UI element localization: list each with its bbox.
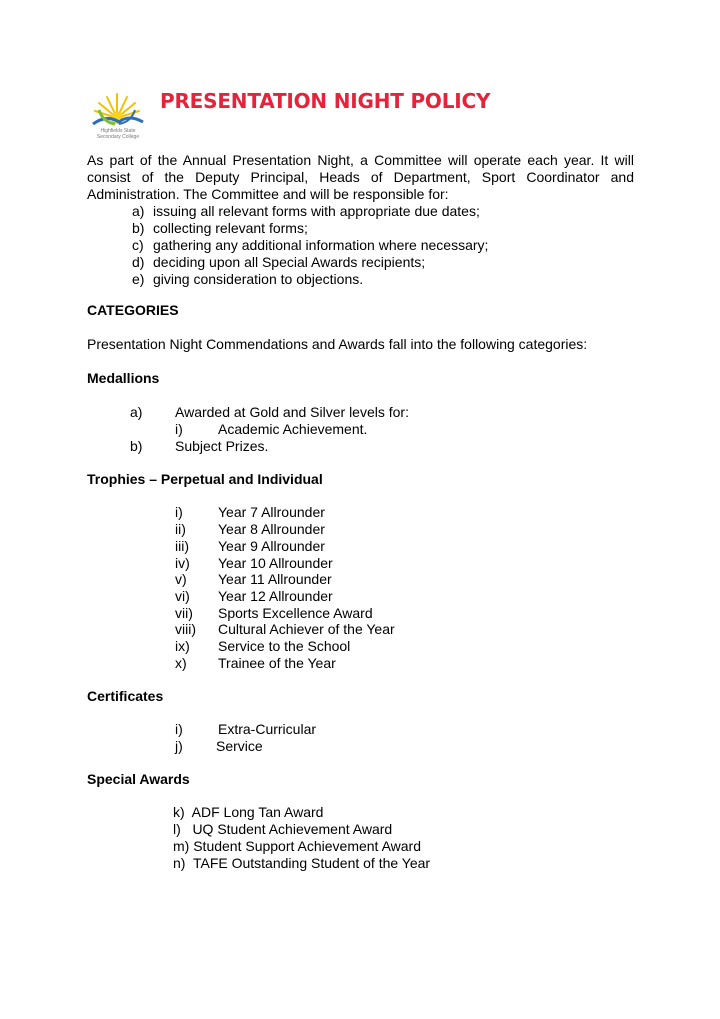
list-item: k) ADF Long Tan Award [173, 804, 324, 820]
list-marker: ix) [175, 638, 190, 654]
list-item: Year 7 Allrounder [218, 504, 325, 520]
list-marker: iv) [175, 555, 190, 571]
list-item: c) gathering any additional information where necessary; [132, 237, 489, 253]
list-item: Academic Achievement. [218, 421, 368, 437]
list-marker: vii) [175, 605, 193, 621]
certificates-heading: Certificates [87, 688, 164, 704]
list-marker: i) [175, 421, 183, 437]
list-marker: i) [175, 504, 183, 520]
special-awards-heading: Special Awards [87, 771, 190, 787]
list-item: Cultural Achiever of the Year [218, 621, 395, 637]
list-marker: a) [130, 404, 143, 420]
list-item: l) UQ Student Achievement Award [173, 821, 393, 837]
list-marker: v) [175, 571, 187, 587]
list-item: b) collecting relevant forms; [132, 220, 308, 236]
list-item: n) TAFE Outstanding Student of the Year [173, 855, 431, 871]
school-logo-icon [85, 88, 150, 150]
list-item: e) giving consideration to objections. [132, 271, 364, 287]
trophies-heading: Trophies – Perpetual and Individual [87, 471, 323, 487]
list-marker: x) [175, 655, 187, 671]
list-item: Service to the School [218, 638, 351, 654]
medallions-heading: Medallions [87, 370, 160, 386]
responsibilities-list [132, 203, 488, 288]
list-item: Service [216, 738, 263, 754]
page-title: PRESENTATION NIGHT POLICY [160, 89, 491, 113]
list-item: Year 11 Allrounder [218, 571, 332, 587]
list-item: Year 10 Allrounder [218, 555, 333, 571]
list-item: Sports Excellence Award [218, 605, 373, 621]
list-marker: viii) [175, 621, 196, 637]
list-item: m) Student Support Achievement Award [173, 838, 421, 854]
list-item: a) issuing all relevant forms with appropriate due dates; [132, 203, 480, 219]
intro-paragraph: As part of the Annual Presentation Night, a Committee will operate each year. It will consist of the Deputy Principal, Heads of Department, Sport Coordinator and Administration. The Committee and will be responsible for: [87, 152, 634, 202]
list-marker: i) [175, 721, 183, 737]
list-marker: ii) [175, 521, 186, 537]
list-marker: b) [130, 438, 143, 454]
logo-caption: Highfields State Secondary College [96, 128, 140, 140]
list-item: Extra-Curricular [218, 721, 317, 737]
list-item: Awarded at Gold and Silver levels for: [175, 404, 409, 420]
categories-intro: Presentation Night Commendations and Awards fall into the following categories: [87, 336, 588, 352]
categories-heading: CATEGORIES [87, 302, 179, 318]
list-marker: j) [175, 738, 183, 754]
list-item: Subject Prizes. [175, 438, 269, 454]
list-marker: iii) [175, 538, 189, 554]
list-item: Year 9 Allrounder [218, 538, 325, 554]
list-item: Year 8 Allrounder [218, 521, 325, 537]
list-item: d) deciding upon all Special Awards recipients; [132, 254, 426, 270]
list-item: Trainee of the Year [218, 655, 336, 671]
list-item: Year 12 Allrounder [218, 588, 333, 604]
list-marker: vi) [175, 588, 190, 604]
